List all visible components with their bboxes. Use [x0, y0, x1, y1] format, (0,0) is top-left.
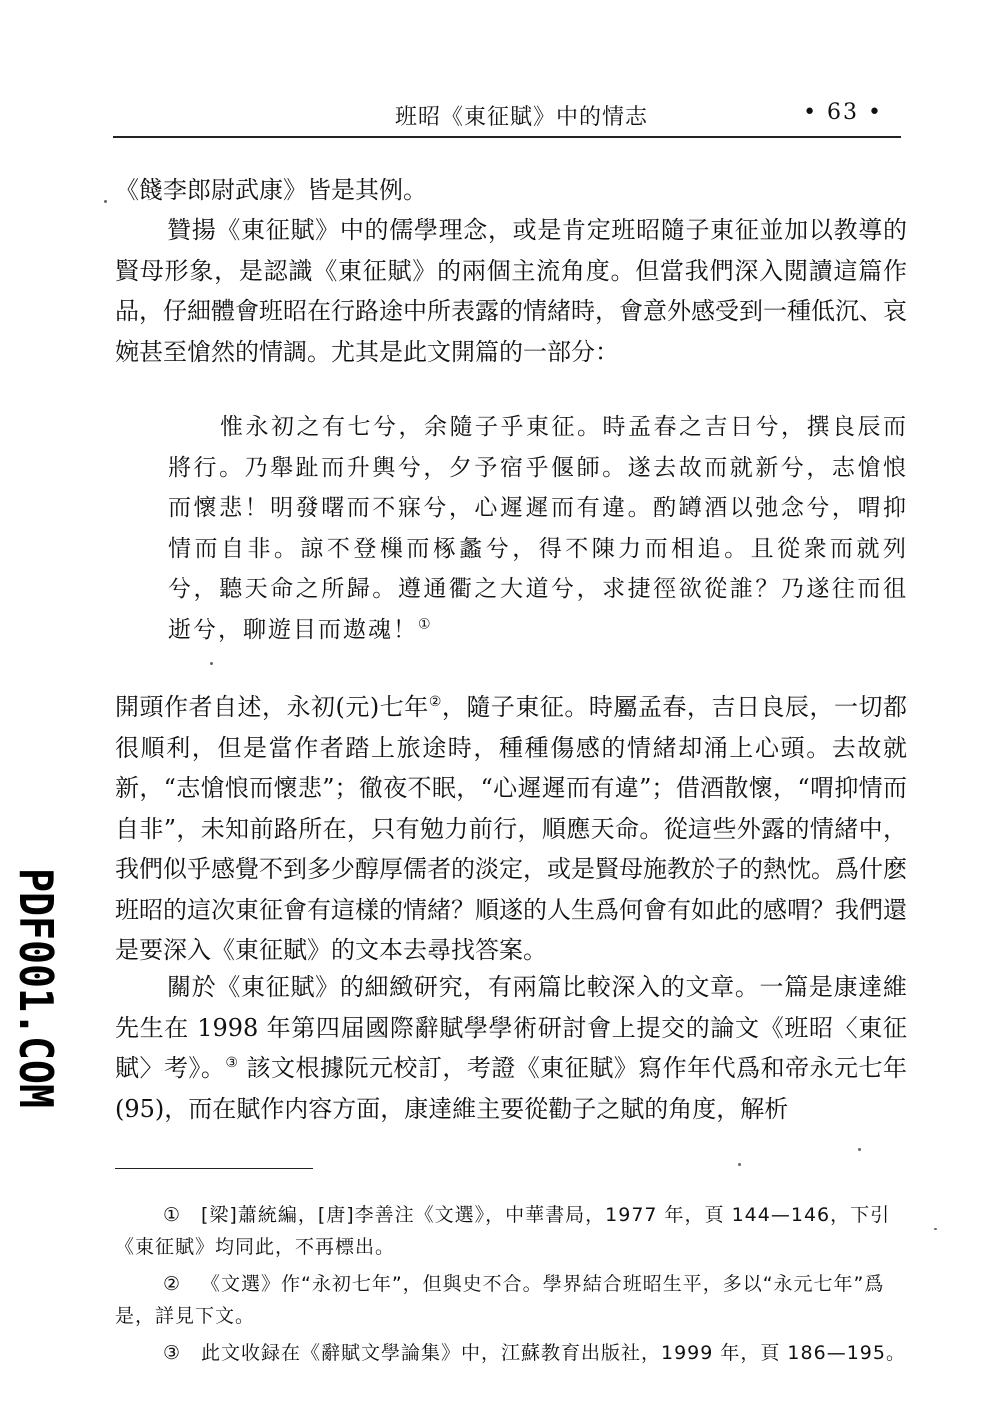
quoted-passage-text: 惟永初之有七兮，余隨子乎東征。時孟春之吉日兮，撰良辰而將行。乃舉趾而升輿兮，夕予宿乎偃師。遂去故而就新兮，志愴悢而懷悲！明發曙而不寐兮，心遲遲而有違。酌罇酒以弛念兮，喟抑情而自非。諒不登樔而椓蠡兮，得不陳力而相追。且從衆而就列兮，聽天命之所歸。遵通衢之大道兮，求捷徑欲從誰？乃遂往而徂逝兮，聊遊目而遨魂！ — [168, 414, 908, 643]
watermark — [9, 868, 63, 1145]
scan-speck — [858, 1148, 861, 1151]
footnote-text: 此文收録在《辭賦文學論集》中，江蘇教育出版社，1999 年，頁 186—195。 — [201, 1342, 906, 1364]
paragraph-research-part1: 關於《東征賦》的細緻研究，有兩篇比較深入的文章。一篇是康達維先生在 1998 年第四届國際辭賦學學術研討會上提交的論文《班昭〈東征賦〉考》。 — [115, 973, 907, 1082]
scan-speck — [104, 200, 107, 203]
paragraph-research — [115, 967, 907, 1129]
footnote-ref-3: ③ — [225, 1055, 239, 1071]
footnote-text: [梁]蕭統編，[唐]李善注《文選》，中華書局，1977 年，頁 144—146，下引《東征賦》均同此，不再標出。 — [115, 1204, 891, 1258]
footnote-divider — [115, 1168, 313, 1169]
scan-speck — [210, 662, 213, 665]
footnote-2 — [115, 1268, 910, 1332]
quoted-passage — [168, 407, 908, 650]
running-header — [113, 96, 901, 138]
scan-speck — [934, 1228, 937, 1230]
scan-speck — [738, 1163, 741, 1166]
paragraph-research-part2: 該文根據阮元校訂，考證《東征賦》寫作年代爲和帝永元七年(95)，而在賦作内容方面，康達維主要從勸子之賦的角度，解析 — [115, 1054, 907, 1123]
paragraph-continuation: 《餞李郎尉武康》皆是其例。 — [115, 176, 427, 204]
watermark-text: PDF001.COM — [9, 868, 63, 1145]
paragraph-analysis-part2: ，隨子東征。時屬孟春，吉日良辰，一切都很順利，但是當作者踏上旅途時，種種傷感的情緒却涌上心頭。去故就新，“志愴悢而懷悲”；徹夜不眠，“心遲遲而有違”；借酒散懷，“喟抑情而自非”，未知前路所在，只有勉力前行，順應天命。從這些外露的情緒中，我們似乎感覺不到多少醇厚儒者的淡定，或是賢母施教於子的熱忱。爲什麽班昭的這次東征會有這樣的情緒？順遂的人生爲何會有如此的感喟？我們還是要深入《東征賦》的文本去尋找答案。 — [115, 693, 907, 964]
footnote-3 — [115, 1337, 910, 1369]
paragraph-analysis-part1: 開頭作者自述，永初(元)七年 — [115, 693, 429, 721]
footnote-mark: ③ — [163, 1342, 182, 1364]
paragraph-analysis — [115, 687, 907, 971]
page-number: • 63 • — [803, 100, 883, 125]
footnote-mark: ② — [163, 1273, 182, 1295]
footnote-1 — [115, 1199, 910, 1263]
footnote-ref-2: ② — [428, 694, 442, 710]
watermark-graphic — [9, 868, 63, 1145]
paragraph-intro: 贊揚《東征賦》中的儒學理念，或是肯定班昭隨子東征並加以教導的賢母形象，是認識《東征賦》的兩個主流角度。但當我們深入閲讀這篇作品，仔細體會班昭在行路途中所表露的情緒時，會意外感受到一種低沉、哀婉甚至愴然的情調。尤其是此文開篇的一部分： — [115, 216, 907, 366]
footnote-text: 《文選》作“永初七年”，但與史不合。學界結合班昭生平，多以“永元七年”爲是，詳見下文。 — [115, 1273, 885, 1327]
footnote-mark: ① — [163, 1204, 182, 1226]
header-title: 班昭《東征賦》中的情志 — [395, 105, 649, 130]
footnote-ref-1: ① — [418, 615, 433, 632]
